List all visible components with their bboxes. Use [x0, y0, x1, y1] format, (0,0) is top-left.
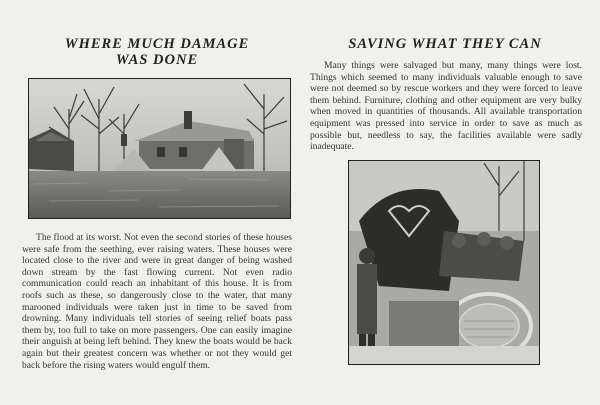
left-body-text: The flood at its worst. Not even the second stories of these houses were safe from the seething, ever raising waters. These houses were located close to the river and were in great danger of being washed down stream by the fast flowing current. Not even radio communication could reach an inhabitant of this house. It is from roofs such as these, so dangerously close to the water, that many marooned individuals were taken just in time to be saved from drowning. Many individuals tell stories of seeing relief boats pass them by, too full to take on more passengers. One can easily imagine their anguish at being left behind. They knew the boats would be back again but their greatest concern was whether or not they would get back before the rising waters would engulf them. [22, 232, 292, 371]
right-heading: SAVING WHAT THEY CAN [348, 36, 542, 52]
flooded-houses-photo [28, 78, 291, 219]
salvaged-furniture-photo [348, 160, 540, 365]
right-body-text: Many things were salvaged but many, many things were lost. Things which seemed to many individuals valuable enough to save were not deemed so by rescue workers and they were forced to leave them behind. Furniture, clothing and other equipment are very bulky when moved in quantities of thousands. All available transportation equipment was pressed into service in order to save as much as possible but, needless to say, the facilities available were sadly inadequate. [310, 60, 582, 153]
left-heading: WHERE MUCH DAMAGE WAS DONE [64, 36, 250, 68]
